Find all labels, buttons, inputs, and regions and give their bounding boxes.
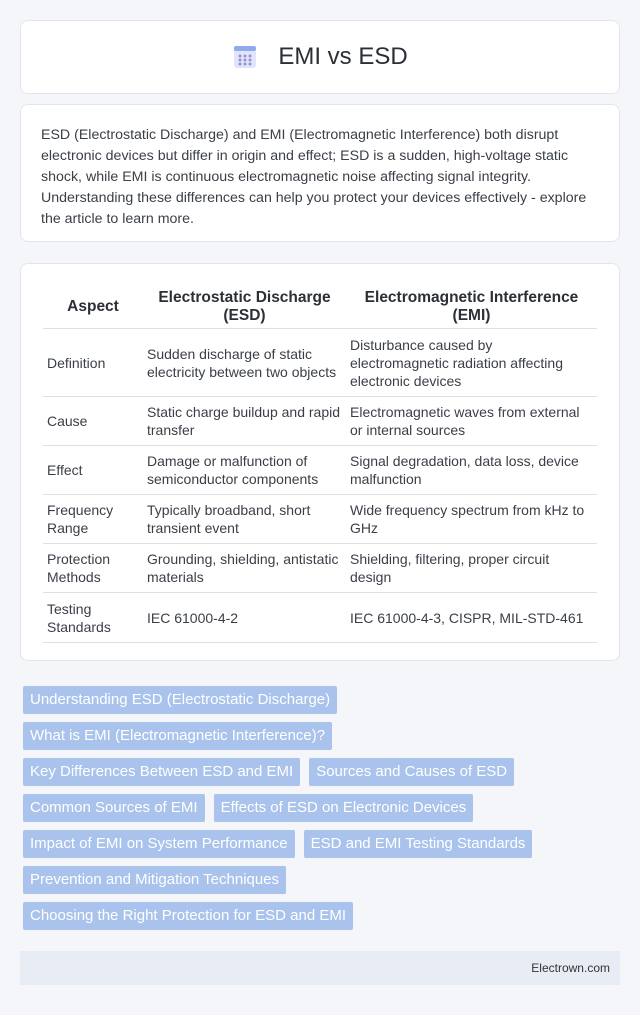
table-cell-emi: Disturbance caused by electromagnetic radiation affecting electronic devices xyxy=(346,329,597,397)
table-row xyxy=(43,544,597,593)
table-cell-esd: IEC 61000-4-2 xyxy=(143,593,346,643)
header-card xyxy=(20,20,620,94)
topic-tag-effects-of-esd[interactable]: Effects of ESD on Electronic Devices xyxy=(214,794,474,822)
comparison-table xyxy=(43,286,597,643)
table-cell-esd: Sudden discharge of static electricity between two objects xyxy=(143,329,346,397)
topic-tag-sources-of-emi[interactable]: Common Sources of EMI xyxy=(23,794,205,822)
column-header-esd: Electrostatic Discharge (ESD) xyxy=(143,286,346,329)
table-cell-aspect: Definition xyxy=(43,329,143,397)
topic-tag-sources-of-esd[interactable]: Sources and Causes of ESD xyxy=(309,758,514,786)
table-header-row xyxy=(43,286,597,329)
related-topics xyxy=(23,686,613,938)
footer xyxy=(20,951,620,985)
document-grid-icon xyxy=(232,45,258,69)
table-cell-aspect: Cause xyxy=(43,397,143,446)
topic-tag-choosing-protection[interactable]: Choosing the Right Protection for ESD and EMI xyxy=(23,902,353,930)
table-cell-emi: Electromagnetic waves from external or internal sources xyxy=(346,397,597,446)
table-cell-esd: Grounding, shielding, antistatic materials xyxy=(143,544,346,593)
topic-tag-prevention[interactable]: Prevention and Mitigation Techniques xyxy=(23,866,286,894)
page-title: EMI vs ESD xyxy=(278,43,408,70)
topic-tag-what-is-emi[interactable]: What is EMI (Electromagnetic Interference)? xyxy=(23,722,332,750)
topic-tag-understanding-esd[interactable]: Understanding ESD (Electrostatic Discharge) xyxy=(23,686,337,714)
table-cell-emi: Signal degradation, data loss, device malfunction xyxy=(346,446,597,495)
intro-card xyxy=(20,104,620,242)
column-header-aspect: Aspect xyxy=(43,286,143,329)
table-row xyxy=(43,446,597,495)
table-row xyxy=(43,593,597,643)
topic-tag-testing-standards[interactable]: ESD and EMI Testing Standards xyxy=(304,830,533,858)
table-cell-esd: Typically broadband, short transient event xyxy=(143,495,346,544)
table-cell-aspect: Effect xyxy=(43,446,143,495)
table-cell-aspect: Protection Methods xyxy=(43,544,143,593)
column-header-emi: Electromagnetic Interference (EMI) xyxy=(346,286,597,329)
table-cell-aspect: Frequency Range xyxy=(43,495,143,544)
table-cell-esd: Static charge buildup and rapid transfer xyxy=(143,397,346,446)
footer-brand[interactable]: Electrown.com xyxy=(531,961,610,975)
table-cell-esd: Damage or malfunction of semiconductor components xyxy=(143,446,346,495)
table-row xyxy=(43,329,597,397)
topic-tag-impact-of-emi[interactable]: Impact of EMI on System Performance xyxy=(23,830,295,858)
table-row xyxy=(43,397,597,446)
table-cell-aspect: Testing Standards xyxy=(43,593,143,643)
table-row xyxy=(43,495,597,544)
comparison-table-card xyxy=(20,263,620,661)
table-cell-emi: Wide frequency spectrum from kHz to GHz xyxy=(346,495,597,544)
intro-text: ESD (Electrostatic Discharge) and EMI (Electromagnetic Interference) both disrupt electronic devices but differ in origin and effect; ESD is a sudden, high-voltage static shock, while EMI is continuous electromagnetic noise affecting signal integrity. Understanding these differences can help you protect your devices effectively - explore the article to learn more. xyxy=(41,127,587,227)
table-cell-emi: IEC 61000-4-3, CISPR, MIL-STD-461 xyxy=(346,593,597,643)
table-cell-emi: Shielding, filtering, proper circuit design xyxy=(346,544,597,593)
topic-tag-key-differences[interactable]: Key Differences Between ESD and EMI xyxy=(23,758,300,786)
